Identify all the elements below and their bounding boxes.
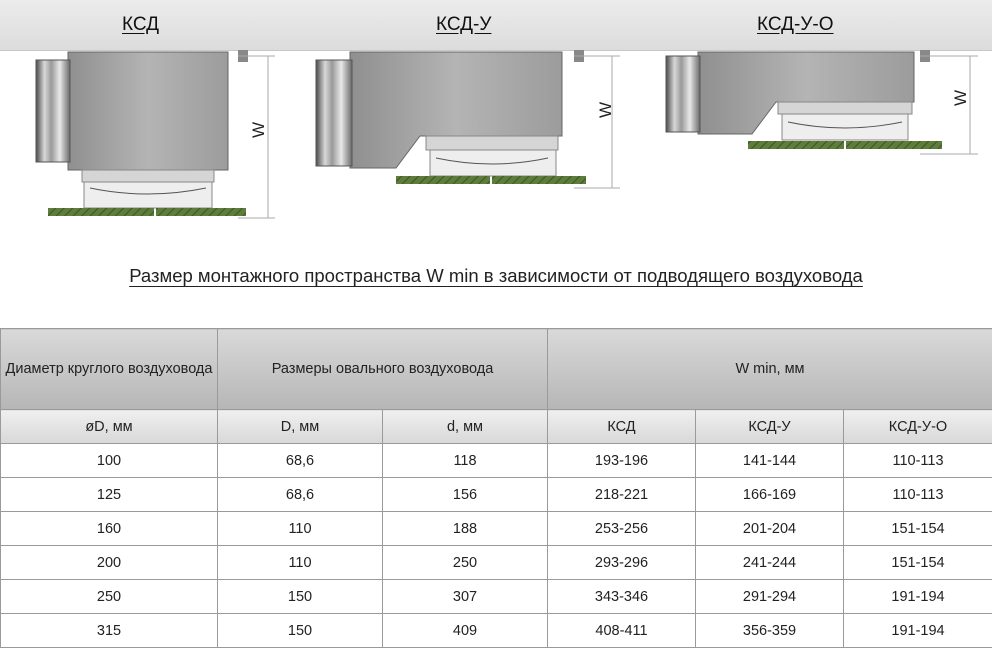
header-wmin: W min, мм xyxy=(548,329,992,410)
header-round-duct: Диаметр круглого воздуховода xyxy=(1,329,218,410)
table-cell: 200 xyxy=(1,546,218,580)
table-cell: 125 xyxy=(1,478,218,512)
model-label-ksd: КСД xyxy=(122,14,160,35)
ksd-drawing xyxy=(36,50,275,218)
table-title: Размер монтажного пространства W min в зависимости от подводящего воздуховода xyxy=(129,265,863,286)
table-cell: 408-411 xyxy=(548,614,696,648)
subheader-cell: øD, мм xyxy=(1,410,218,444)
table-row xyxy=(1,614,992,648)
table-cell: 151-154 xyxy=(844,512,992,546)
w-label-ksd-u: W xyxy=(596,101,615,118)
header-oval-duct: Размеры овального воздуховода xyxy=(218,329,548,410)
table-cell: 201-204 xyxy=(696,512,844,546)
table-cell: 356-359 xyxy=(696,614,844,648)
ksd-u-drawing xyxy=(316,50,620,188)
subheader-cell: D, мм xyxy=(218,410,383,444)
table-cell: 156 xyxy=(383,478,548,512)
subheader-cell: d, мм xyxy=(383,410,548,444)
table-cell: 191-194 xyxy=(844,580,992,614)
table-cell: 118 xyxy=(383,444,548,478)
table-cell: 250 xyxy=(1,580,218,614)
table-cell: 409 xyxy=(383,614,548,648)
table-cell: 307 xyxy=(383,580,548,614)
table-cell: 110-113 xyxy=(844,478,992,512)
table-cell: 218-221 xyxy=(548,478,696,512)
table-cell: 291-294 xyxy=(696,580,844,614)
table-cell: 250 xyxy=(383,546,548,580)
table-header-row xyxy=(1,329,992,410)
subheader-cell: КСД xyxy=(548,410,696,444)
diffuser-drawings xyxy=(0,0,992,230)
table-cell: 110 xyxy=(218,546,383,580)
table-cell: 343-346 xyxy=(548,580,696,614)
table-cell: 100 xyxy=(1,444,218,478)
model-label-ksd-u-o: КСД-У-О xyxy=(757,14,834,35)
table-cell: 253-256 xyxy=(548,512,696,546)
w-label-ksd-u-o: W xyxy=(951,89,970,106)
table-cell: 110 xyxy=(218,512,383,546)
subheader-cell: КСД-У xyxy=(696,410,844,444)
table-cell: 68,6 xyxy=(218,478,383,512)
table-row xyxy=(1,512,992,546)
model-label-ksd-u: КСД-У xyxy=(436,14,492,35)
w-label-ksd: W xyxy=(249,121,268,138)
subheader-cell: КСД-У-О xyxy=(844,410,992,444)
ksd-u-o-drawing xyxy=(666,50,978,154)
table-row xyxy=(1,444,992,478)
table-cell: 150 xyxy=(218,614,383,648)
table-cell: 293-296 xyxy=(548,546,696,580)
table-cell: 141-144 xyxy=(696,444,844,478)
table-cell: 110-113 xyxy=(844,444,992,478)
table-cell: 151-154 xyxy=(844,546,992,580)
table-cell: 315 xyxy=(1,614,218,648)
table-cell: 160 xyxy=(1,512,218,546)
table-cell: 150 xyxy=(218,580,383,614)
table-row xyxy=(1,478,992,512)
dimensions-table xyxy=(0,328,992,648)
table-cell: 191-194 xyxy=(844,614,992,648)
table-row xyxy=(1,580,992,614)
table-cell: 166-169 xyxy=(696,478,844,512)
table-cell: 241-244 xyxy=(696,546,844,580)
table-row xyxy=(1,546,992,580)
table-cell: 193-196 xyxy=(548,444,696,478)
table-cell: 68,6 xyxy=(218,444,383,478)
table-subheader-row xyxy=(1,410,992,444)
table-cell: 188 xyxy=(383,512,548,546)
